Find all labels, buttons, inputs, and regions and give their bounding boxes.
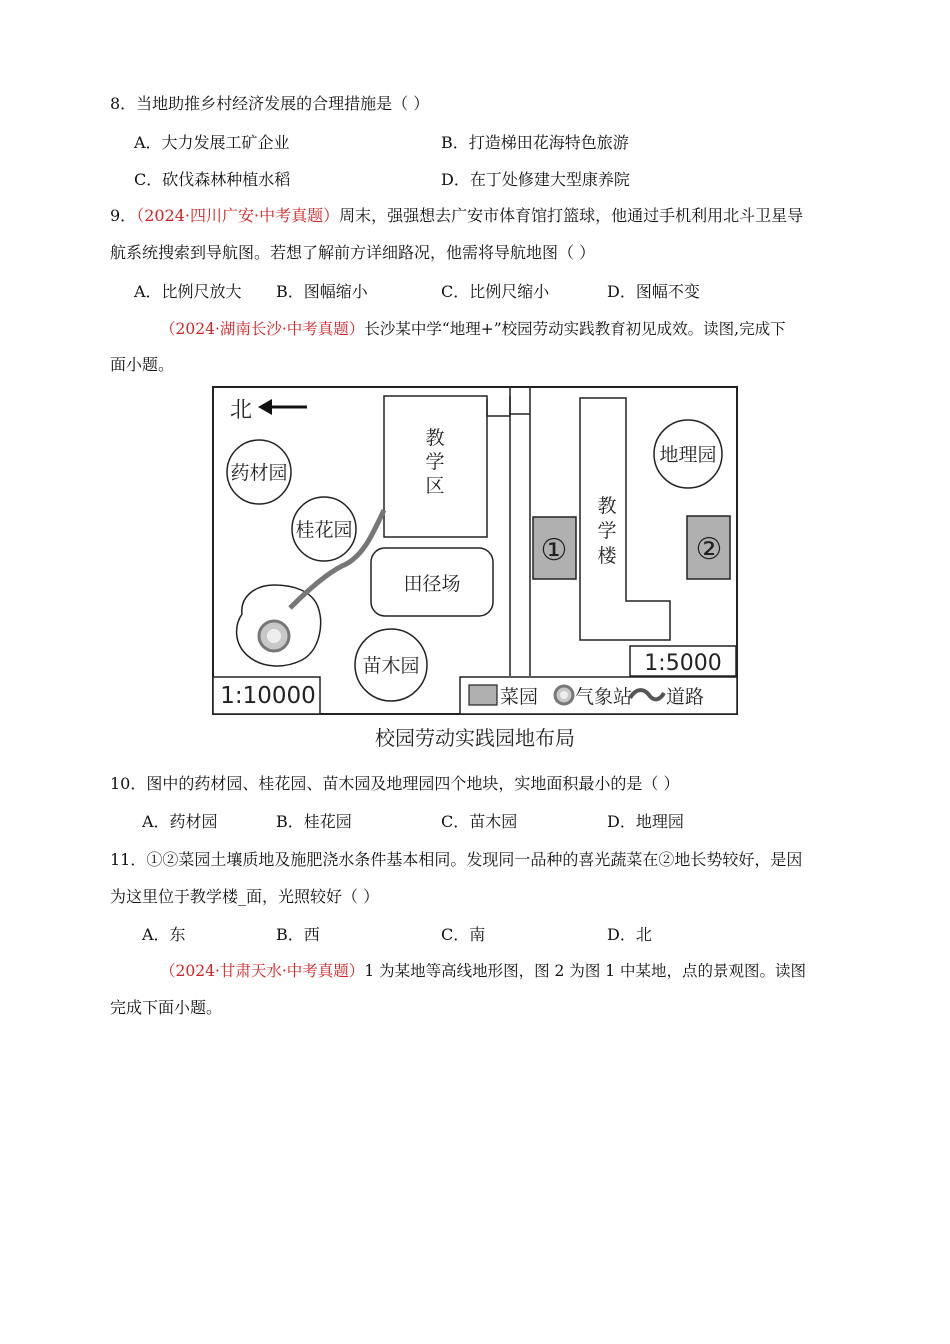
teaching-area-char2: 学 [425, 451, 445, 473]
teaching-building-char1: 教 [597, 495, 617, 517]
weather-station-icon [259, 621, 289, 651]
north-label: 北 [230, 398, 253, 423]
q9-option-d: D．图幅不变 [607, 282, 700, 301]
q10-option-c: C．苗木园 [441, 812, 518, 831]
q9-source: （2024·四川广安·中考真题） [136, 206, 340, 225]
q8-option-d: D．在丁处修建大型康养院 [441, 170, 630, 189]
legend-road-label: 道路 [666, 686, 705, 708]
miaomu-label: 苗木园 [362, 655, 420, 677]
q11-stem-line1: 11．①②菜园土壤质地及施肥浇水条件基本相同。发现同一品种的喜光蔬菜在②地长势较好，是因 [110, 850, 803, 869]
map-caption: 校园劳动实践园地布局 [375, 726, 575, 750]
q11-option-b: B．西 [276, 925, 320, 944]
intro2-source: （2024·甘肃天水·中考真题） [160, 962, 365, 980]
geography-label: 地理园 [659, 444, 717, 466]
legend-weather-label: 气象站 [575, 686, 633, 708]
intro1-line2: 面小题。 [110, 355, 175, 374]
q11-stem-line2: 为这里位于教学楼_面，光照较好（ ） [110, 887, 380, 906]
q11-option-d: D．北 [607, 925, 652, 944]
legend-weather-icon [555, 686, 573, 704]
q8-option-c: C．砍伐森林种植水稻 [134, 170, 291, 189]
q8-option-b: B．打造梯田花海特色旅游 [441, 133, 629, 152]
teaching-area-char3: 区 [425, 475, 445, 497]
guihua-label: 桂花园 [295, 519, 353, 541]
q9-stem-line2: 航系统搜索到导航图。若想了解前方详细路况，他需将导航地图（ ） [110, 243, 596, 262]
intro1-source: （2024·湖南长沙·中考真题） [160, 320, 365, 338]
yaocai-label: 药材园 [230, 462, 288, 484]
campus-map [212, 386, 738, 716]
track-field-label: 田径场 [403, 573, 461, 595]
q9-option-b: B．图幅缩小 [276, 282, 368, 301]
q9-stem-line1 [110, 205, 803, 227]
q10-option-a: A．药材园 [142, 812, 218, 831]
q11-option-c: C．南 [441, 925, 486, 944]
scale-right: 1:5000 [644, 651, 722, 676]
intro2-text1: 1 为某地等高线地形图，图 2 为图 1 中某地，点的景观图。读图 [364, 962, 807, 980]
intro1-text1: 长沙某中学“地理+”校园劳动实践教育初见成效。读图,完成下 [364, 320, 786, 338]
q10-option-b: B．桂花园 [276, 812, 352, 831]
q9-number: 9． [110, 206, 137, 225]
q10-option-d: D．地理园 [607, 812, 684, 831]
q10-stem: 10．图中的药材园、桂花园、苗木园及地理园四个地块，实地面积最小的是（ ） [110, 774, 680, 793]
q8-stem: 8．当地助推乡村经济发展的合理措施是（ ） [110, 94, 430, 113]
q9-option-c: C．比例尺缩小 [441, 282, 550, 301]
q9-stem-text1: 周末，强强想去广安市体育馆打篮球，他通过手机利用北斗卫星导 [339, 206, 804, 225]
vegetable-plot-1-label: ① [540, 533, 568, 568]
q11-option-a: A．东 [142, 925, 186, 944]
legend-vegetable-icon [469, 685, 497, 705]
vegetable-plot-2-label: ② [695, 532, 723, 567]
teaching-building-char3: 楼 [597, 545, 617, 567]
teaching-area-char1: 教 [425, 427, 445, 449]
scale-left: 1:10000 [220, 683, 316, 709]
legend-vegetable-label: 菜园 [500, 686, 539, 708]
intro2-line1 [160, 960, 806, 982]
intro1-line1 [160, 318, 786, 340]
teaching-building-char2: 学 [597, 520, 617, 542]
intro2-line2: 完成下面小题。 [110, 998, 223, 1017]
q9-option-a: A．比例尺放大 [134, 282, 242, 301]
q8-option-a: A．大力发展工矿企业 [134, 133, 290, 152]
